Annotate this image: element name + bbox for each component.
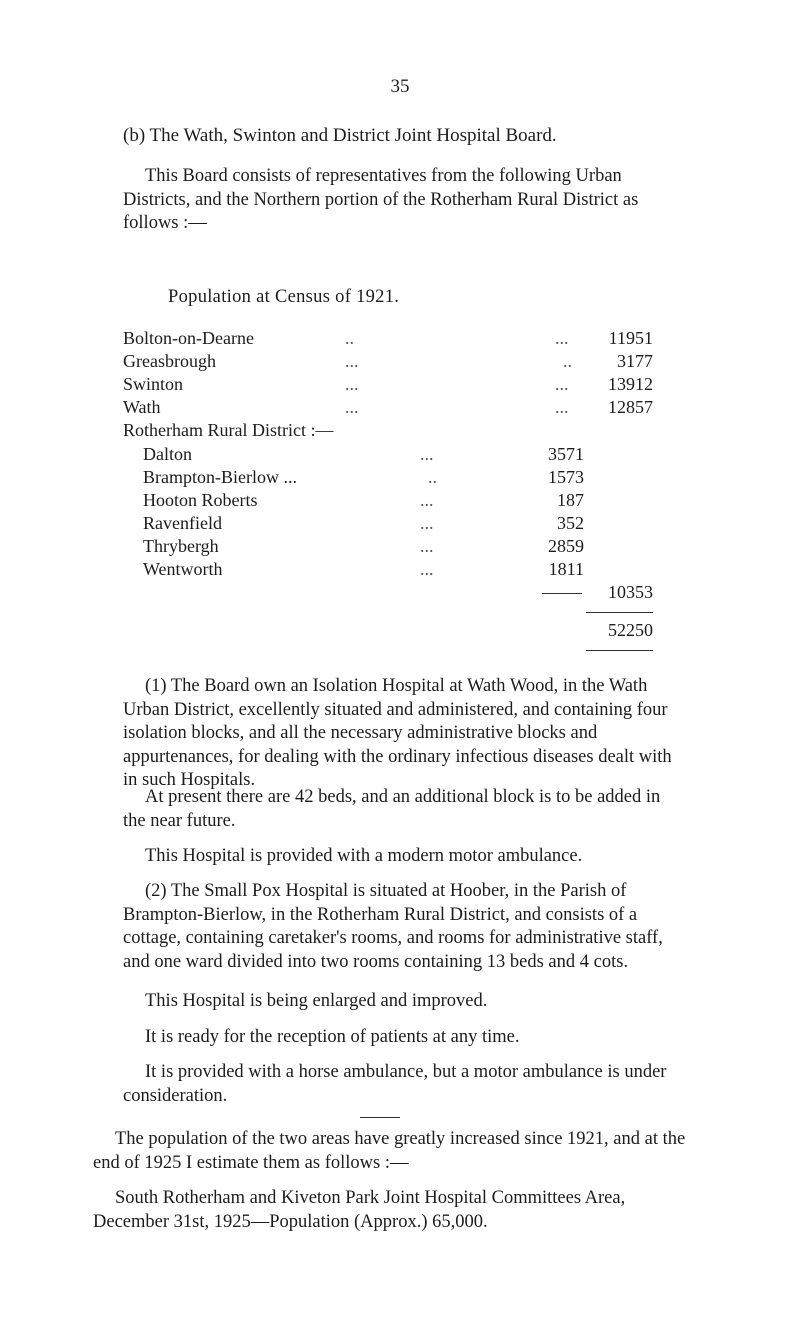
parish-name: Wentworth xyxy=(143,559,223,579)
total-rule-top xyxy=(586,612,653,613)
population-value: 1573 xyxy=(548,467,584,487)
leader-dots: ... xyxy=(555,374,569,394)
leader-dots: ... xyxy=(420,513,434,533)
district-name: Greasbrough xyxy=(123,351,216,371)
population-value: 352 xyxy=(557,513,584,533)
population-value: 1811 xyxy=(548,559,584,579)
paragraph-horse-ambulance xyxy=(123,1061,683,1108)
section-divider xyxy=(360,1117,400,1118)
leader-dots: .. xyxy=(563,351,572,371)
leader-dots: .. xyxy=(345,328,354,348)
table-row xyxy=(0,351,800,374)
leader-dots: ... xyxy=(420,490,434,510)
table-title: Population at Census of 1921. xyxy=(168,287,400,307)
paragraph-text: The population of the two areas have greatly increased since 1921, and at the end of 1925 I estimate them as follows :— xyxy=(93,1129,686,1173)
parish-name: Hooton Roberts xyxy=(143,490,258,510)
paragraph-south-rotherham xyxy=(93,1187,693,1234)
leader-dots: ... xyxy=(420,444,434,464)
parish-name: Dalton xyxy=(143,444,192,464)
paragraph-motor-ambulance xyxy=(123,845,683,869)
leader-dots: ... xyxy=(555,397,569,417)
district-name: Bolton-on-Dearne xyxy=(123,328,254,348)
population-value: 11951 xyxy=(608,328,653,348)
parish-name: Ravenfield xyxy=(143,513,222,533)
leader-dots: ... xyxy=(420,559,434,579)
page-number: 35 xyxy=(390,76,410,97)
population-value: 12857 xyxy=(608,397,653,417)
paragraph-text: It is ready for the reception of patients at any time. xyxy=(145,1027,520,1047)
table-row xyxy=(0,397,800,420)
paragraph-text: It is provided with a horse ambulance, but a motor ambulance is under consideration. xyxy=(123,1062,667,1106)
subtotal-row xyxy=(0,582,800,605)
population-value: 13912 xyxy=(608,374,653,394)
table-row xyxy=(0,536,800,559)
population-value: 187 xyxy=(557,490,584,510)
table-row xyxy=(0,467,800,490)
paragraph-text: (1) The Board own an Isolation Hospital at Wath Wood, in the Wath Urban District, excellently situated and administered, and containing four isolation blocks, and all the necessary administrative blocks and appurtenances, for dealing with the ordinary infectious diseases dealt with in such Hospitals. xyxy=(123,676,672,790)
table-row xyxy=(0,328,800,351)
leader-dots: ... xyxy=(345,374,359,394)
paragraph-population-increase xyxy=(93,1128,693,1175)
grand-total: 52250 xyxy=(608,620,653,640)
parish-name: Brampton-Bierlow ... xyxy=(143,467,297,487)
grand-total-row xyxy=(0,620,800,643)
section-heading: (b) The Wath, Swinton and District Joint Hospital Board. xyxy=(123,125,557,146)
intro-text: This Board consists of representatives from the following Urban Districts, and the Northern portion of the Rotherham Rural District as follows :— xyxy=(123,166,639,233)
parish-name: Thrybergh xyxy=(143,536,219,556)
leader-dots: .. xyxy=(428,467,437,487)
rural-district-heading: Rotherham Rural District :— xyxy=(123,420,334,440)
paragraph-text: This Hospital is being enlarged and improved. xyxy=(145,991,488,1011)
table-row xyxy=(0,513,800,536)
population-value: 2859 xyxy=(548,536,584,556)
leader-dots: ... xyxy=(420,536,434,556)
paragraph-text: This Hospital is provided with a modern motor ambulance. xyxy=(145,846,583,866)
population-value: 3177 xyxy=(617,351,653,371)
table-row xyxy=(0,444,800,467)
paragraph-ready xyxy=(123,1026,683,1050)
paragraph-isolation-hospital xyxy=(123,675,683,793)
leader-dots: ... xyxy=(345,397,359,417)
table-row xyxy=(0,559,800,582)
leader-dots: ... xyxy=(555,328,569,348)
district-name: Wath xyxy=(123,397,161,417)
population-value: 3571 xyxy=(548,444,584,464)
district-name: Swinton xyxy=(123,374,184,394)
total-rule-bottom xyxy=(586,650,653,651)
paragraph-small-pox-hospital xyxy=(123,880,683,974)
paragraph-text: South Rotherham and Kiveton Park Joint Hospital Committees Area, December 31st, 1925—Population (Approx.) 65,000. xyxy=(93,1188,626,1232)
intro-paragraph xyxy=(123,165,683,236)
paragraph-text: At present there are 42 beds, and an additional block is to be added in the near future. xyxy=(123,787,661,831)
rural-subtotal: 10353 xyxy=(608,582,653,602)
paragraph-enlarged xyxy=(123,990,683,1014)
table-row xyxy=(0,490,800,513)
table-row xyxy=(0,374,800,397)
leader-dots: ... xyxy=(345,351,359,371)
paragraph-text: (2) The Small Pox Hospital is situated at Hoober, in the Parish of Brampton-Bierlow, in the Rotherham Rural District, and consists of a cottage, containing caretaker's rooms, and rooms for administrative staff, and one ward divided into two rooms containing 13 beds and 4 cots. xyxy=(123,881,663,972)
rural-heading-row xyxy=(0,420,800,443)
paragraph-beds xyxy=(123,786,683,833)
